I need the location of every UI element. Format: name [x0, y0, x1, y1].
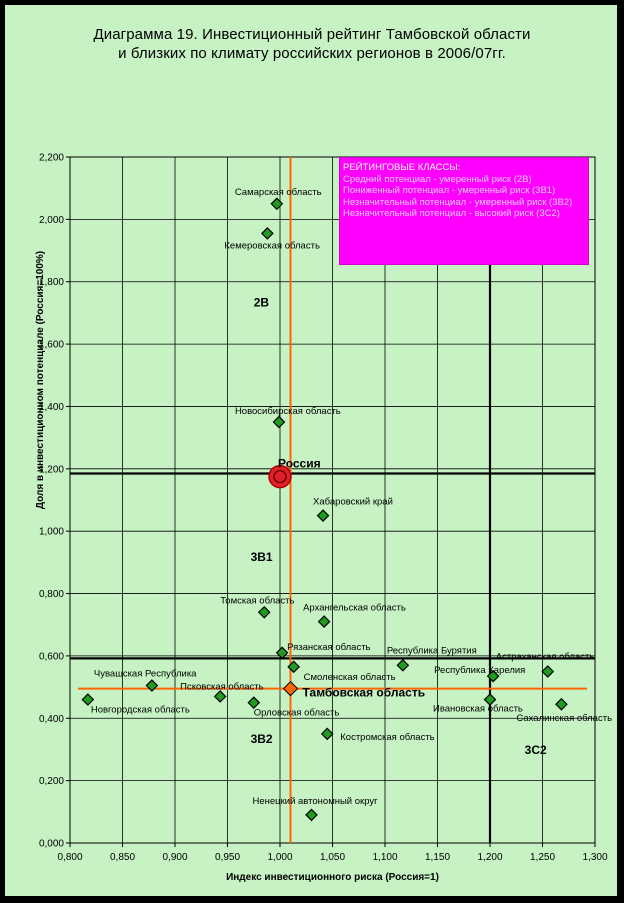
zone-label-2В: 2В: [253, 295, 270, 310]
data-point-label: Архангельская область: [303, 602, 406, 614]
data-point-label: Самарская область: [234, 186, 322, 198]
x-axis-label: Индекс инвестиционного риска (Россия=1): [226, 872, 439, 883]
zone-label-3В1: 3В1: [250, 549, 273, 564]
legend-item-3c2: Незначительный потенциал - высокий риск (3С2): [343, 208, 560, 219]
legend-item-3b1: Пониженный потенциал - умеренный риск (3В1): [343, 185, 556, 196]
x-tick-label: 1,300: [582, 852, 608, 863]
data-point-label: Хабаровский край: [313, 496, 393, 508]
data-point-label: Астраханская область: [495, 651, 595, 663]
x-tick-label: 1,100: [372, 852, 398, 863]
data-point-label: Псковская область: [180, 681, 264, 693]
y-tick-label: 1,000: [38, 526, 64, 538]
x-tick-label: 1,250: [529, 852, 556, 863]
y-tick-label: 0,600: [38, 651, 64, 663]
x-tick-label: 0,950: [214, 852, 241, 863]
legend: [339, 157, 589, 265]
data-point-label: Ненецкий автономный округ: [252, 795, 378, 807]
zone-label-3С2: 3С2: [524, 743, 547, 758]
x-tick-label: 1,050: [319, 852, 346, 863]
y-tick-label: 0,800: [38, 589, 64, 601]
data-point-label: Кемеровская область: [224, 240, 320, 252]
legend-item-2b: Средний потенциал - умеренный риск (2В): [343, 173, 532, 185]
data-point-label: Костромская область: [340, 731, 435, 743]
russia-label: Россия: [278, 456, 321, 471]
legend-item-3b2: Незначительный потенциал - умеренный риск (3В2): [343, 196, 573, 208]
y-tick-label: 1,600: [38, 339, 64, 351]
y-axis-label: Доля в инвестиционном потенциале (Россия=100%): [35, 250, 46, 510]
legend-title: РЕЙТИНГОВЫЕ КЛАССЫ:: [343, 162, 461, 173]
title-line-2: и близких по климату российских регионов в 2006/07гг.: [118, 45, 506, 62]
x-tick-label: 0,850: [109, 852, 136, 863]
tambov-label: Тамбовская область: [302, 685, 426, 700]
y-tick-label: 0,000: [38, 838, 64, 850]
title-line-1: Диаграмма 19. Инвестиционный рейтинг Тамбовской области: [93, 26, 531, 43]
y-tick-label: 1,200: [38, 464, 64, 476]
data-point-label: Томская область: [220, 595, 295, 607]
data-point-label: Орловская область: [253, 707, 340, 719]
zone-label-3В2: 3В2: [250, 732, 273, 747]
data-point-label: Ивановская область: [433, 703, 523, 715]
data-point-label: Новгородская область: [90, 704, 190, 716]
data-point-label: Новосибирская область: [234, 406, 341, 418]
data-point-label: Республика Бурятия: [386, 645, 477, 657]
x-tick-label: 0,800: [57, 852, 83, 863]
data-point-label: Рязанская область: [287, 641, 371, 653]
x-tick-label: 1,000: [267, 852, 293, 863]
data-point-label: Республика Карелия: [434, 665, 526, 677]
x-tick-label: 1,150: [424, 852, 451, 863]
y-tick-label: 1,800: [38, 277, 64, 289]
x-tick-label: 1,200: [477, 852, 503, 863]
data-point-label: Сахалинская область: [516, 713, 613, 725]
y-tick-label: 0,400: [38, 713, 64, 725]
y-tick-label: 2,000: [38, 214, 64, 226]
y-tick-label: 2,200: [38, 152, 64, 164]
data-point-label: Чувашская Республика: [93, 668, 197, 680]
x-tick-label: 0,900: [162, 852, 188, 863]
y-tick-label: 1,400: [38, 401, 64, 413]
data-point-label: Смоленская область: [303, 671, 396, 683]
y-tick-label: 0,200: [38, 776, 64, 788]
